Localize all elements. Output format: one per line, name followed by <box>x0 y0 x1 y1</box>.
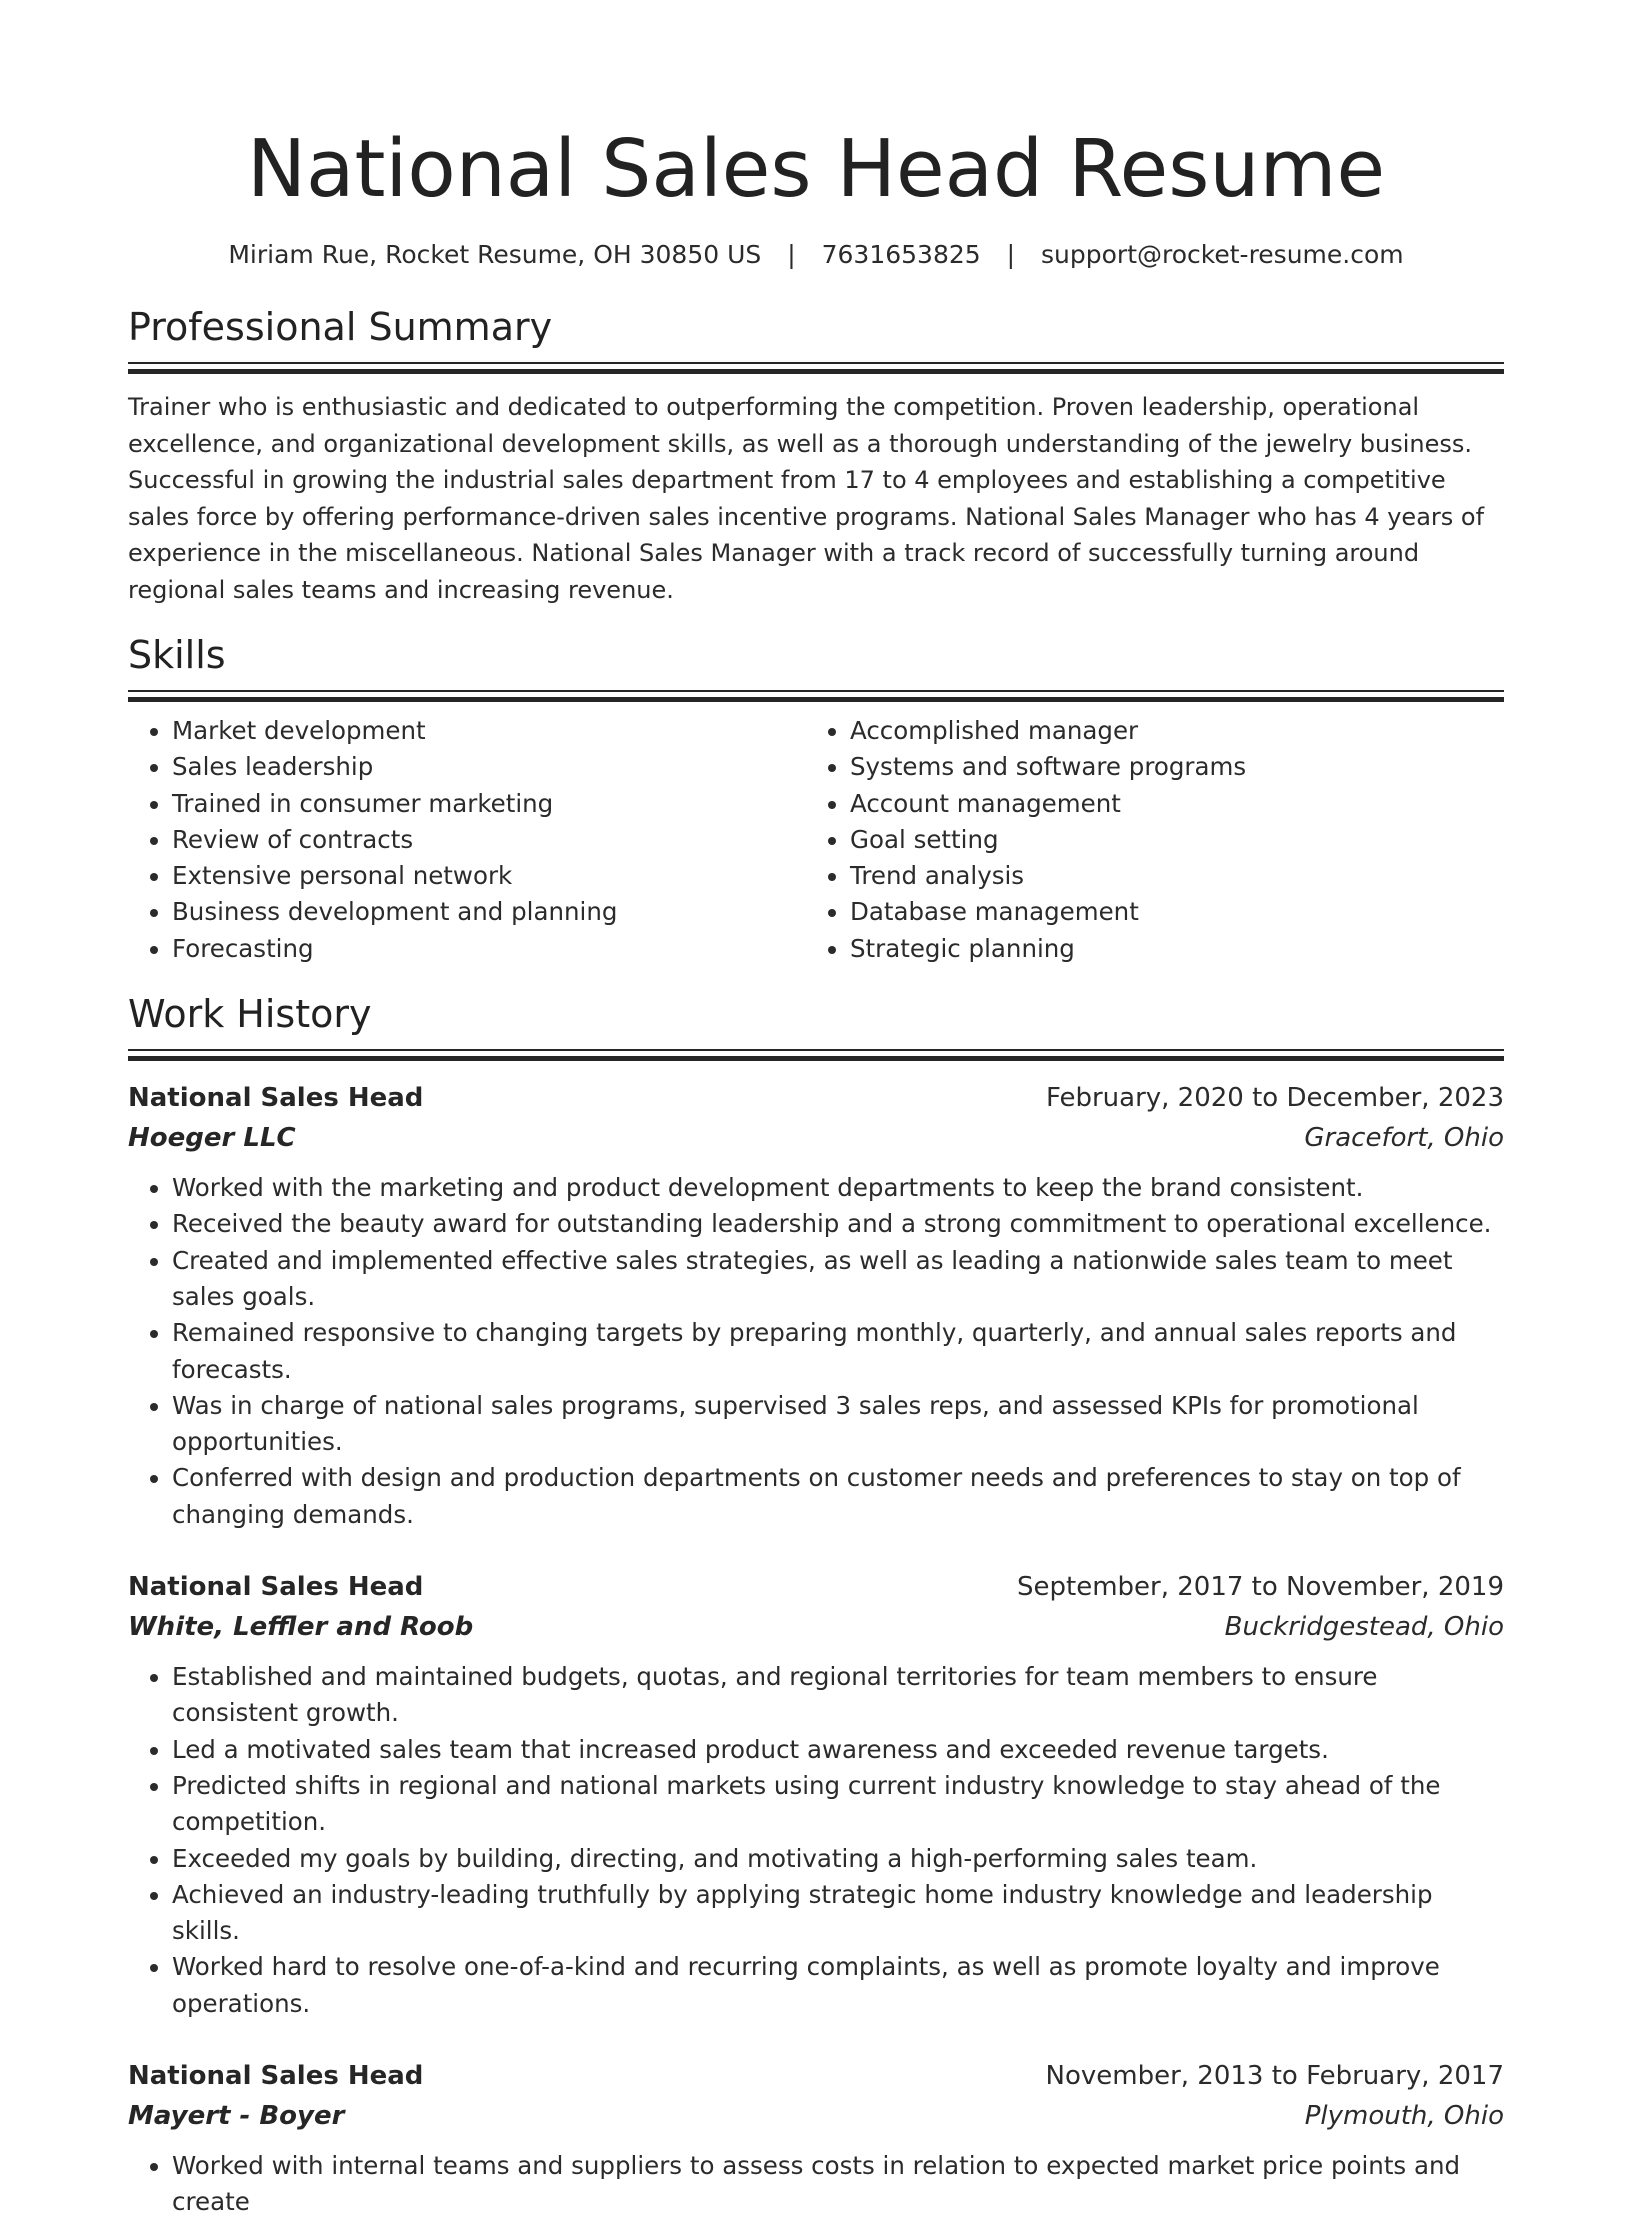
list-item: • Received the beauty award for outstanding leadership and a strong commitment to operational excellence. <box>172 1206 1504 1242</box>
job-location: Plymouth, Ohio <box>1304 2101 1504 2132</box>
job-company-row <box>128 2096 1504 2136</box>
skills-heading: Skills <box>128 633 226 677</box>
list-item: • Database management <box>850 894 1484 930</box>
job-entry <box>128 2056 1504 2221</box>
contact-separator: | <box>787 240 796 269</box>
job-bullets <box>128 1170 1504 1533</box>
skills-section <box>128 632 1504 967</box>
skills-list-left <box>128 713 806 967</box>
list-item: • Established and maintained budgets, quotas, and regional territories for team members to ensure consistent growth. <box>172 1659 1504 1732</box>
list-item: • Worked with the marketing and product development departments to keep the brand consistent. <box>172 1170 1504 1206</box>
job-company: White, Leffler and Roob <box>128 1612 474 1643</box>
work-history-section <box>128 991 1504 2221</box>
list-item: • Was in charge of national sales programs, supervised 3 sales reps, and assessed KPIs for promotional opportunities. <box>172 1388 1504 1461</box>
section-divider <box>128 690 1504 701</box>
job-header-row <box>128 1567 1504 1607</box>
contact-address: Miriam Rue, Rocket Resume, OH 30850 US <box>228 240 762 269</box>
contact-phone: 7631653825 <box>821 240 981 269</box>
list-item: • Market development <box>172 713 806 749</box>
job-entry <box>128 1078 1504 1533</box>
list-item: • Systems and software programs <box>850 749 1484 785</box>
list-item: • Strategic planning <box>850 931 1484 967</box>
list-item: • Worked hard to resolve one-of-a-kind and recurring complaints, as well as promote loyalty and improve operations. <box>172 1949 1504 2022</box>
summary-section <box>128 304 1504 608</box>
list-item: • Trained in consumer marketing <box>172 786 806 822</box>
job-location: Buckridgestead, Ohio <box>1224 1612 1504 1643</box>
job-title: National Sales Head <box>128 2061 424 2092</box>
job-company: Mayert - Boyer <box>128 2101 345 2132</box>
list-item: • Sales leadership <box>172 749 806 785</box>
job-company: Hoeger LLC <box>128 1123 296 1154</box>
list-item: • Worked with internal teams and suppliers to assess costs in relation to expected market price points and create <box>172 2148 1504 2221</box>
summary-text: Trainer who is enthusiastic and dedicated to outperforming the competition. Proven leadership, operational excellence, and organizational development skills, as well as a thorough understanding of the jewelry business. Successful in growing the industrial sales department from 17 to 4 employees and establishing a competitive sales force by offering performance-driven sales incentive programs. National Sales Manager who has 4 years of experience in the miscellaneous. National Sales Manager with a track record of successfully turning around regional sales teams and increasing revenue. <box>128 393 1485 604</box>
list-item: • Predicted shifts in regional and national markets using current industry knowledge to stay ahead of the competition. <box>172 1768 1504 1841</box>
list-item: • Exceeded my goals by building, directing, and motivating a high-performing sales team. <box>172 1841 1504 1877</box>
page-title: National Sales Head Resume <box>246 123 1386 215</box>
job-company-row <box>128 1607 1504 1647</box>
job-title: National Sales Head <box>128 1083 424 1114</box>
job-dates: February, 2020 to December, 2023 <box>1045 1083 1504 1114</box>
list-item: • Achieved an industry-leading truthfully by applying strategic home industry knowledge and leadership skills. <box>172 1877 1504 1950</box>
list-item: • Accomplished manager <box>850 713 1484 749</box>
job-location: Gracefort, Ohio <box>1304 1123 1504 1154</box>
section-divider <box>128 362 1504 373</box>
resume-page <box>128 0 1504 2221</box>
list-item: • Created and implemented effective sales strategies, as well as leading a nationwide sales team to meet sales goals. <box>172 1243 1504 1316</box>
job-title: National Sales Head <box>128 1572 424 1603</box>
list-item: • Led a motivated sales team that increased product awareness and exceeded revenue targets. <box>172 1732 1504 1768</box>
contact-email: support@rocket-resume.com <box>1041 240 1404 269</box>
list-item: • Trend analysis <box>850 858 1484 894</box>
work-history-heading: Work History <box>128 992 372 1037</box>
skills-grid <box>128 713 1504 967</box>
skills-list-right <box>806 713 1484 967</box>
list-item: • Forecasting <box>172 931 806 967</box>
job-header-row <box>128 2056 1504 2096</box>
job-bullets <box>128 1659 1504 2022</box>
contact-separator: | <box>1006 240 1016 269</box>
list-item: • Conferred with design and production departments on customer needs and preferences to stay on top of changing demands. <box>172 1460 1504 1533</box>
list-item: • Business development and planning <box>172 894 806 930</box>
list-item: • Remained responsive to changing targets by preparing monthly, quarterly, and annual sales reports and forecasts. <box>172 1315 1504 1388</box>
job-entry <box>128 1567 1504 2022</box>
job-company-row <box>128 1118 1504 1158</box>
job-dates: November, 2013 to February, 2017 <box>1045 2061 1504 2092</box>
summary-heading: Professional Summary <box>128 305 553 349</box>
list-item: • Goal setting <box>850 822 1484 858</box>
list-item: • Extensive personal network <box>172 858 806 894</box>
contact-line <box>128 240 1504 270</box>
section-divider <box>128 1049 1504 1060</box>
job-header-row <box>128 1078 1504 1118</box>
list-item: • Review of contracts <box>172 822 806 858</box>
list-item: • Account management <box>850 786 1484 822</box>
job-dates: September, 2017 to November, 2019 <box>1017 1572 1504 1603</box>
job-bullets <box>128 2148 1504 2221</box>
